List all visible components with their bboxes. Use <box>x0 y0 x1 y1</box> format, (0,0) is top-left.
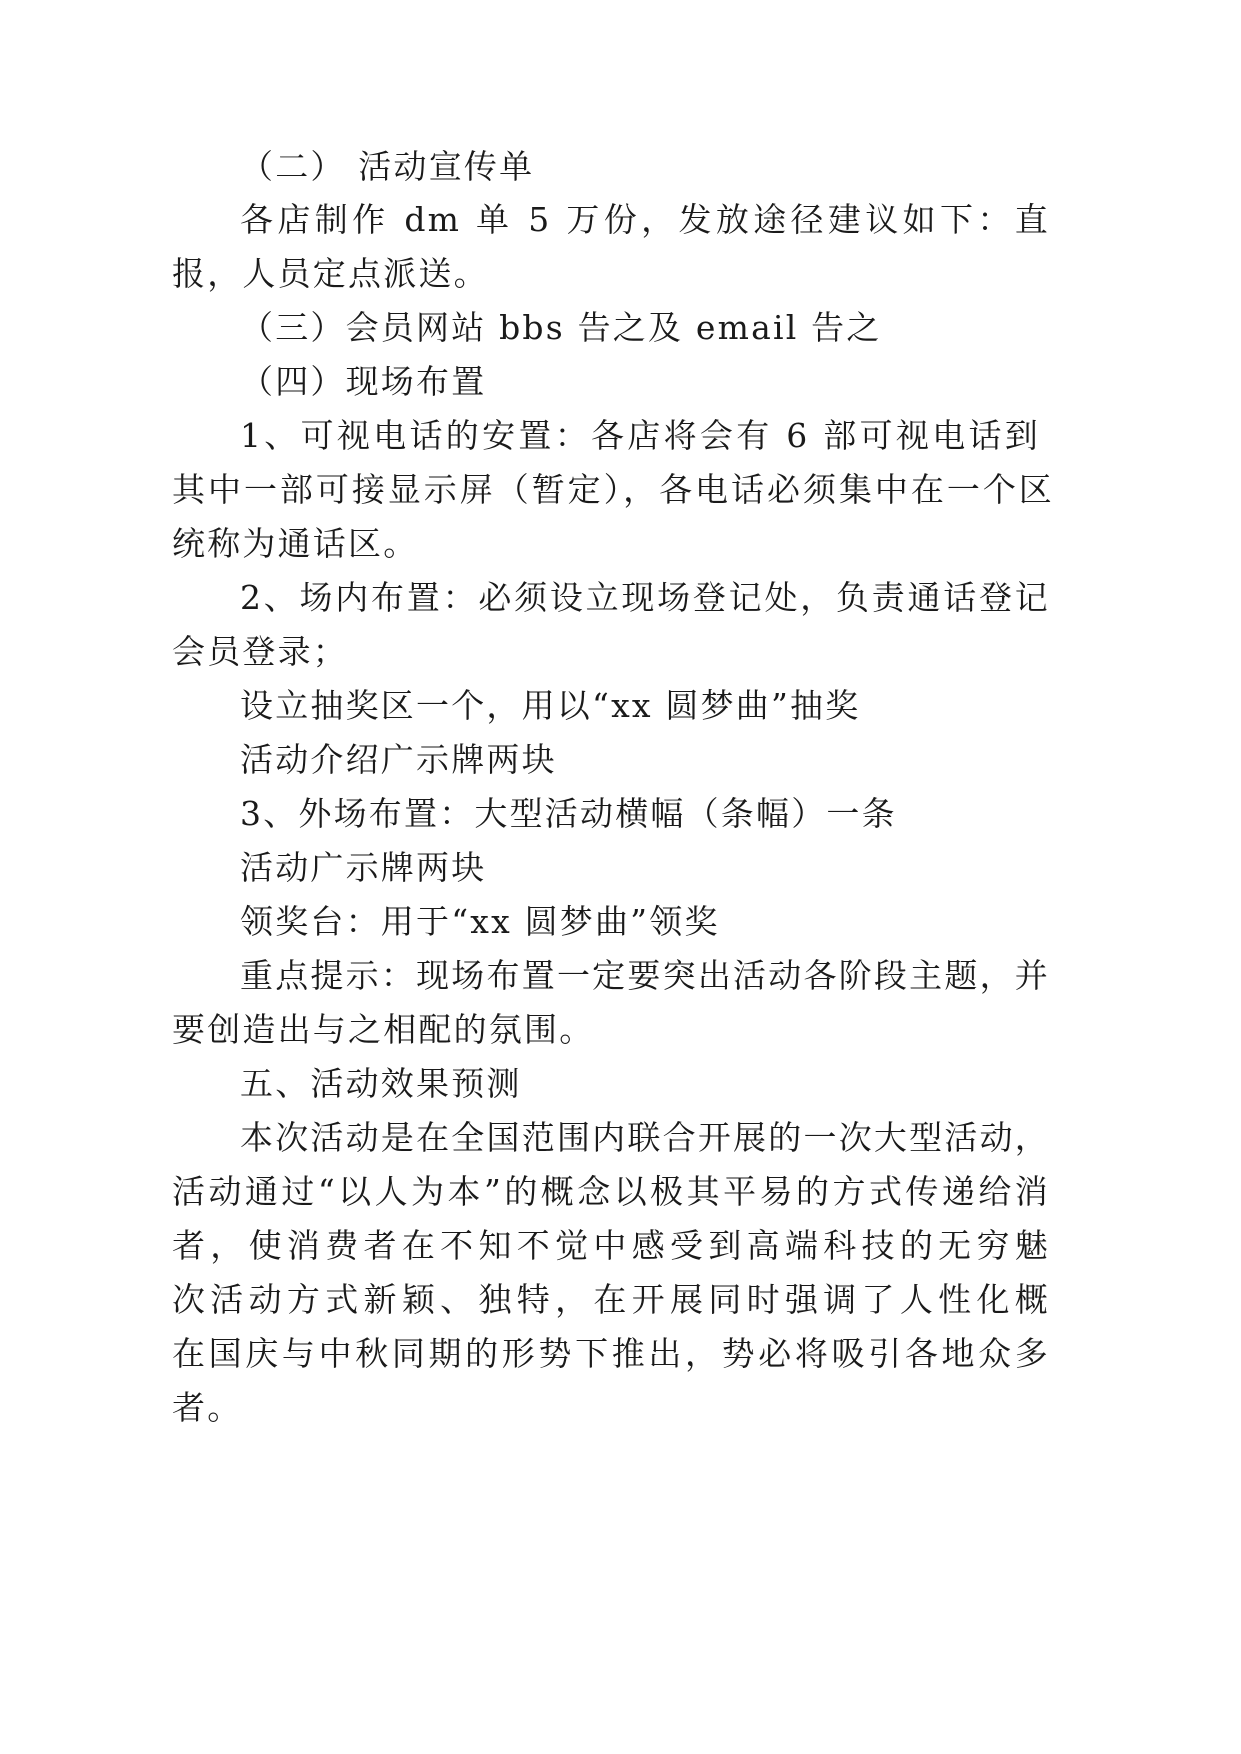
section-heading-flyer: （二） 活动宣传单 <box>240 147 535 186</box>
paragraph-line: 重点提示：现场布置一定要突出活动各阶段主题，并 <box>240 956 1050 995</box>
paragraph-line: 活动通过“以人为本”的概念以极其平易的方式传递给消 <box>172 1172 1050 1211</box>
paragraph-line: 者，使消费者在不知不觉中感受到高端科技的无穷魅 <box>172 1226 1050 1265</box>
paragraph-line: 领奖台：用于“xx 圆梦曲”领奖 <box>240 902 720 941</box>
paragraph-line: 要创造出与之相配的氛围。 <box>172 1010 595 1049</box>
paragraph-line: 设立抽奖区一个，用以“xx 圆梦曲”抽奖 <box>240 686 861 725</box>
paragraph-line: 活动介绍广示牌两块 <box>240 740 557 779</box>
paragraph-line: 本次活动是在全国范围内联合开展的一次大型活动， <box>240 1118 1050 1157</box>
paragraph-line: 3、外场布置：大型活动横幅（条幅）一条 <box>240 794 897 833</box>
paragraph-line: 其中一部可接显示屏（暂定），各电话必须集中在一个区 <box>172 470 1054 509</box>
paragraph-line: 会员登录； <box>172 632 348 671</box>
paragraph-line: 在国庆与中秋同期的形势下推出，势必将吸引各地众多 <box>172 1334 1050 1373</box>
paragraph-line: 统称为通话区。 <box>172 524 419 563</box>
section-heading-member-site: （三）会员网站 bbs 告之及 email 告之 <box>240 308 882 347</box>
paragraph-line: 活动广示牌两块 <box>240 848 487 887</box>
paragraph-line: 1、可视电话的安置：各店将会有 6 部可视电话到 <box>240 416 1040 455</box>
paragraph-line: 报，人员定点派送。 <box>172 254 489 293</box>
paragraph-line: 次活动方式新颖、独特，在开展同时强调了人性化概 <box>172 1280 1050 1319</box>
paragraph-line: 者。 <box>172 1388 243 1427</box>
section-heading-effect-forecast: 五、活动效果预测 <box>240 1064 522 1103</box>
paragraph-line: 2、场内布置：必须设立现场登记处，负责通话登记 <box>240 578 1050 617</box>
paragraph-line: 各店制作 dm 单 5 万份，发放途径建议如下：直 <box>240 200 1050 239</box>
section-heading-venue-setup: （四）现场布置 <box>240 362 487 401</box>
